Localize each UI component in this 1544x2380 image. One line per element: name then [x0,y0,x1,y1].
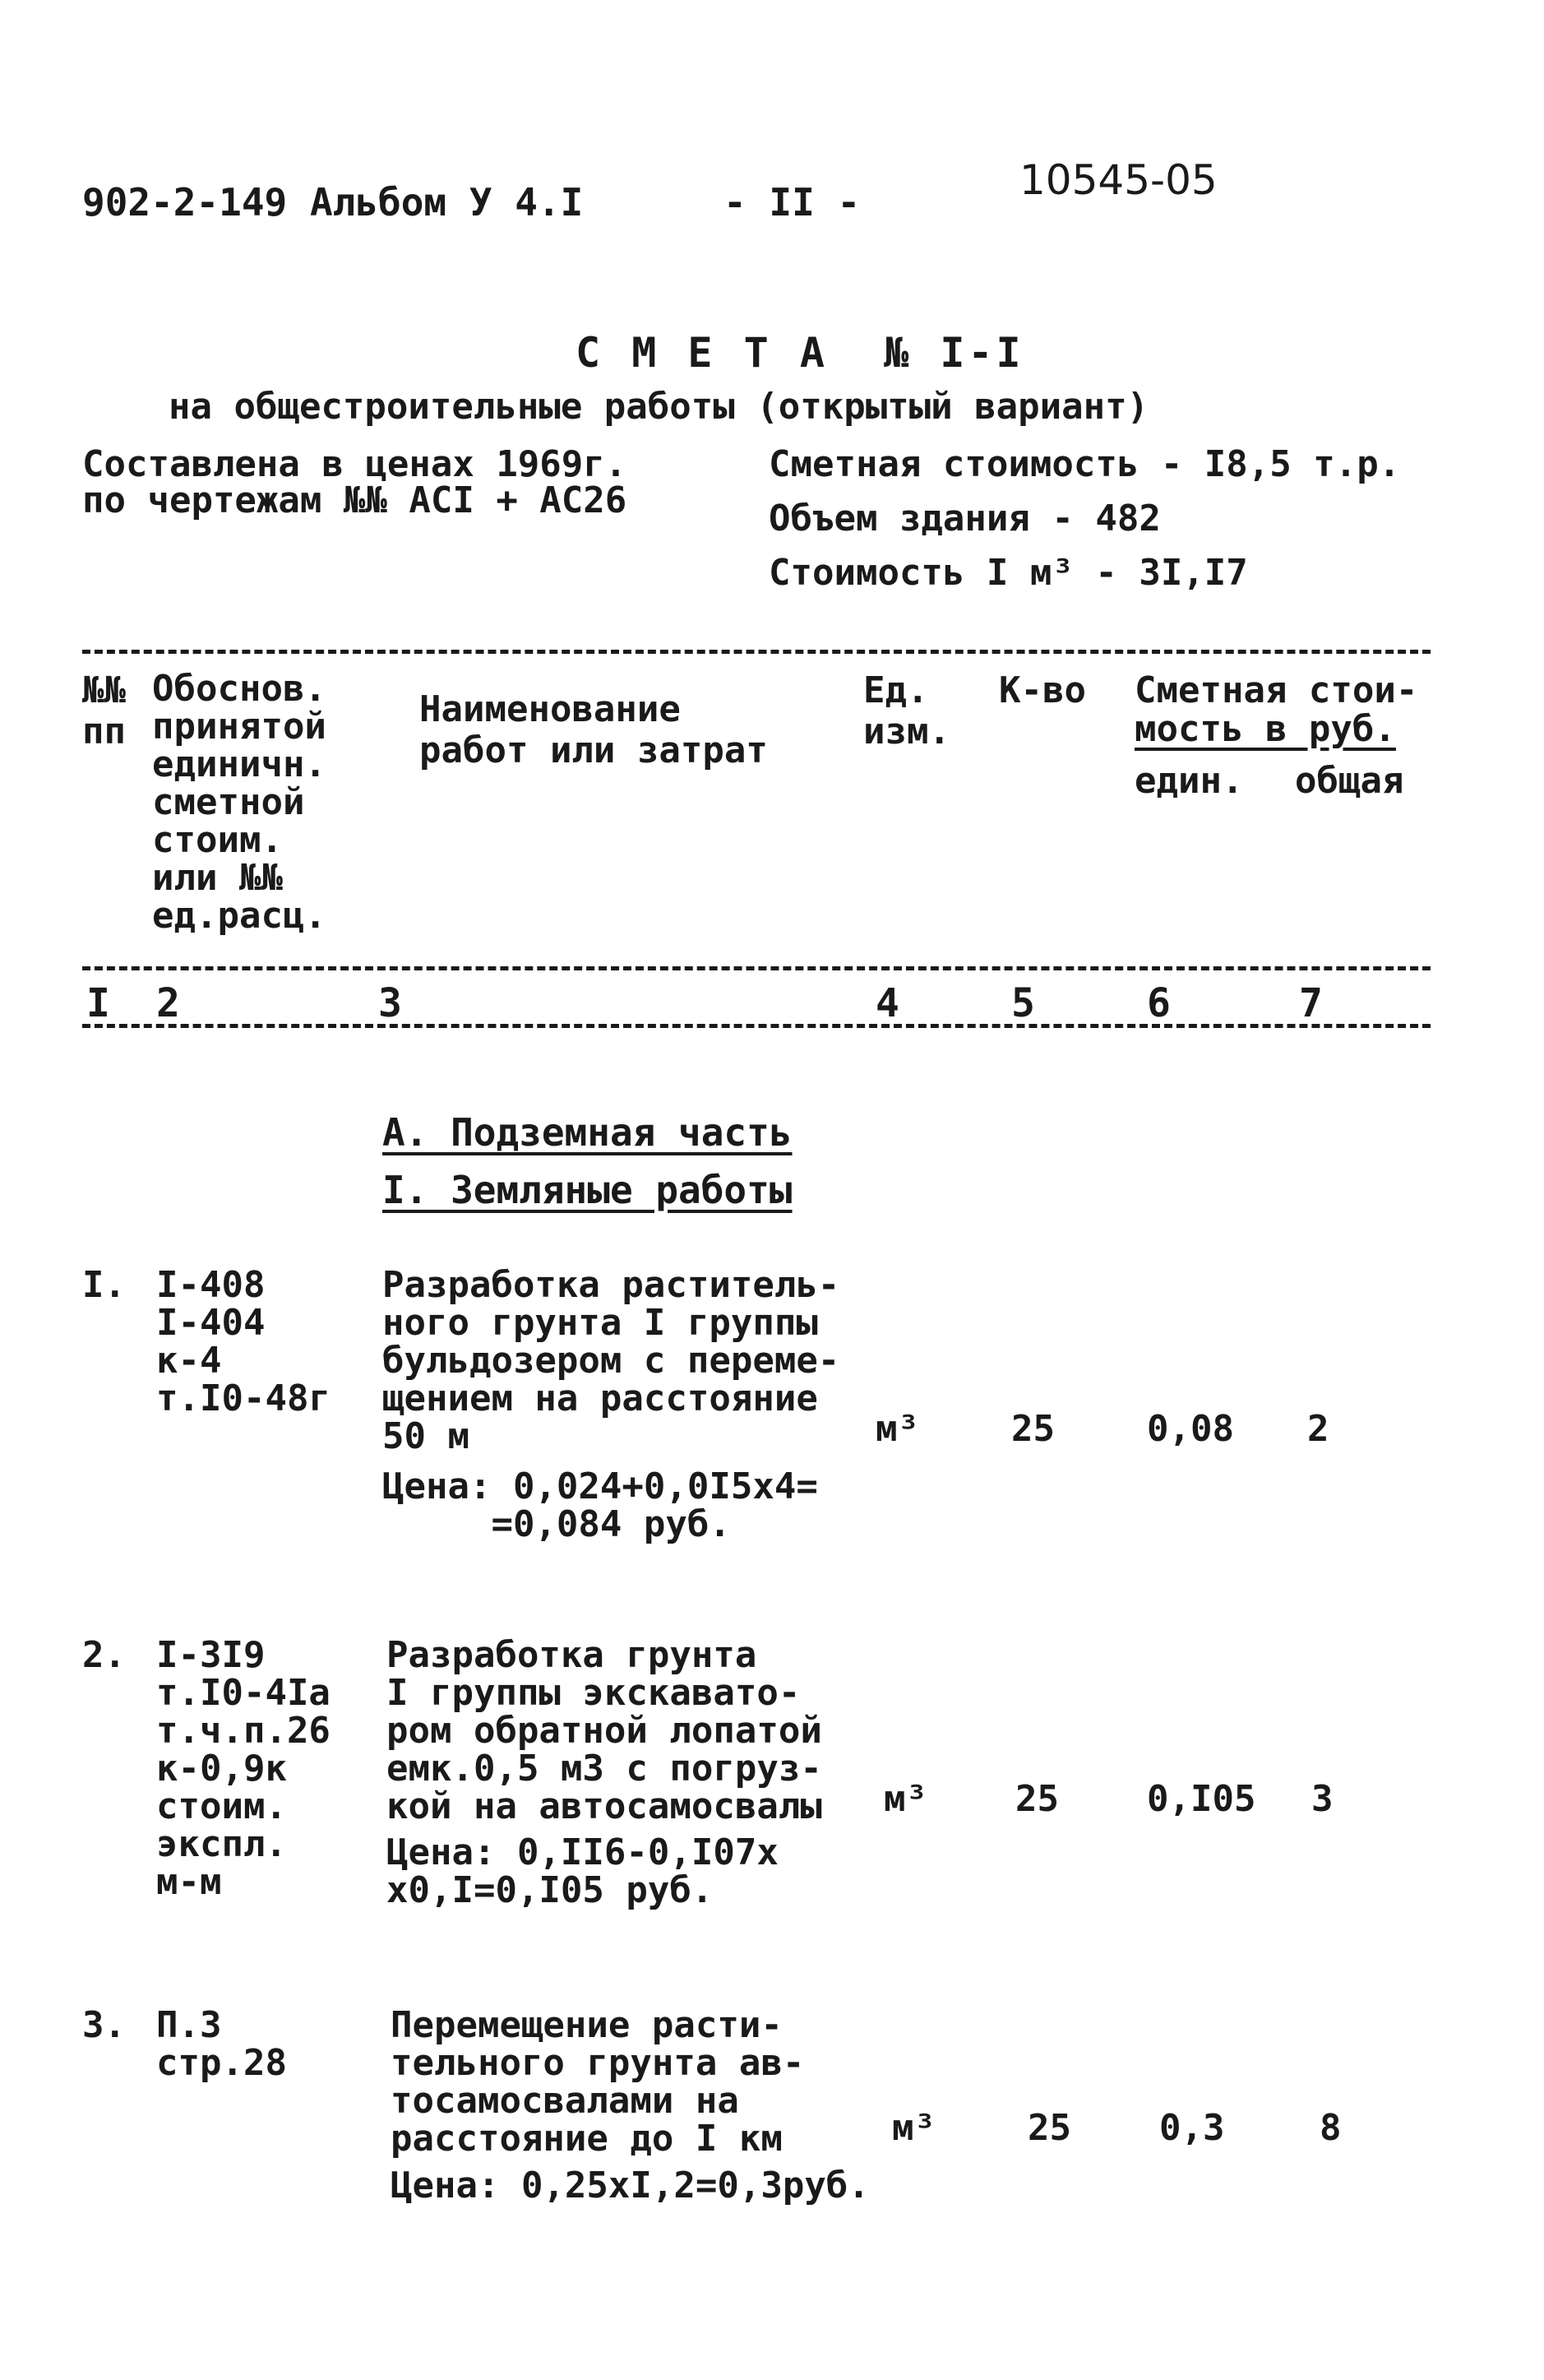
row-1-basis: I-408 I-404 к-4 т.I0-48г [156,1264,331,1419]
column-header-unit-cost: един. [1135,760,1244,802]
estimated-cost: Сметная стоимость - I8,5 т.р. [769,443,1401,485]
section-heading-underground: А. Подземная часть [382,1110,793,1155]
column-number-3: 3 [378,980,402,1026]
row-3-quantity: 25 [1028,2107,1071,2149]
drawings-basis: по чертежам №№ АСI + АС26 [82,479,627,521]
section-heading-earthworks: I. Земляные работы [382,1168,793,1212]
row-3-unit-cost: 0,3 [1159,2107,1225,2149]
column-header-number: №№ пп [82,669,126,752]
row-2-work-name: Разработка грунта I группы экскавато- ром обратной лопатой емк.0,5 м3 с погруз- кой на автосамосвалы [386,1634,822,1827]
dashed-separator-numbers [82,1024,1431,1028]
column-header-unit: Ед. изм. [863,669,950,752]
row-2-number: 2. [82,1634,126,1676]
row-1-unit: м³ [876,1408,919,1450]
column-number-1: I [86,980,110,1026]
column-header-basis: Обоснов. принятой единичн. сметной стоим. или №№ ед.расц. [152,668,326,937]
column-number-6: 6 [1147,980,1171,1026]
row-3-total: 8 [1320,2107,1342,2149]
row-1-unit-cost: 0,08 [1147,1408,1234,1450]
row-3-work-name: Перемещение расти- тельного грунта ав- тосамосвалами на расстояние до I км [391,2004,805,2160]
dashed-separator-middle [82,966,1431,970]
dashed-separator-top [82,650,1431,654]
row-1-work-name: Разработка раститель- ного грунта I группы бульдозером с переме- щением на расстояние 50 м [382,1264,840,1457]
row-3-basis: П.3 стр.28 [156,2004,287,2084]
column-header-name: Наименование работ или затрат [419,688,768,771]
row-2-unit-cost: 0,I05 [1147,1778,1256,1820]
column-header-cost-mid: мость в руб. [1135,708,1396,750]
row-2-unit: м³ [884,1778,927,1820]
page-number: - II - [723,180,861,225]
column-header-quantity: К-во [999,669,1086,711]
column-number-4: 4 [876,980,899,1026]
document-reference: 902-2-149 Альбом У 4.I [82,180,584,225]
handwritten-stamp: 10545-05 [1019,156,1218,204]
row-1-total: 2 [1307,1408,1329,1450]
column-header-total-cost: общая [1295,760,1404,802]
row-3-price-calc: Цена: 0,25хI,2=0,3руб. [391,2165,870,2206]
building-volume: Объем здания - 482 [769,498,1161,539]
row-2-total: 3 [1311,1778,1334,1820]
row-1-quantity: 25 [1011,1408,1055,1450]
column-number-5: 5 [1011,980,1035,1026]
row-3-unit: м³ [892,2107,936,2149]
row-2-price-calc: Цена: 0,II6-0,I07х х0,I=0,I05 руб. [386,1831,779,1911]
row-2-basis: I-3I9 т.I0-4Iа т.ч.п.26 к-0,9к стоим. экспл. м-м [156,1634,331,1903]
estimate-subtitle: на общестроительные работы (открытый вариант) [169,386,1149,428]
row-1-number: I. [82,1264,126,1306]
row-1-price-calc: Цена: 0,024+0,0I5х4= =0,084 руб. [382,1466,818,1545]
row-2-quantity: 25 [1015,1778,1059,1820]
row-3-number: 3. [82,2004,126,2046]
estimate-title: С М Е Т А № I-I [576,329,1024,377]
column-header-cost-top: Сметная стои- [1135,669,1418,711]
prices-basis: Составлена в ценах 1969г. [82,443,627,485]
cost-per-m3: Стоимость I м³ - 3I,I7 [769,552,1248,594]
column-number-2: 2 [156,980,180,1026]
column-number-7: 7 [1299,980,1323,1026]
